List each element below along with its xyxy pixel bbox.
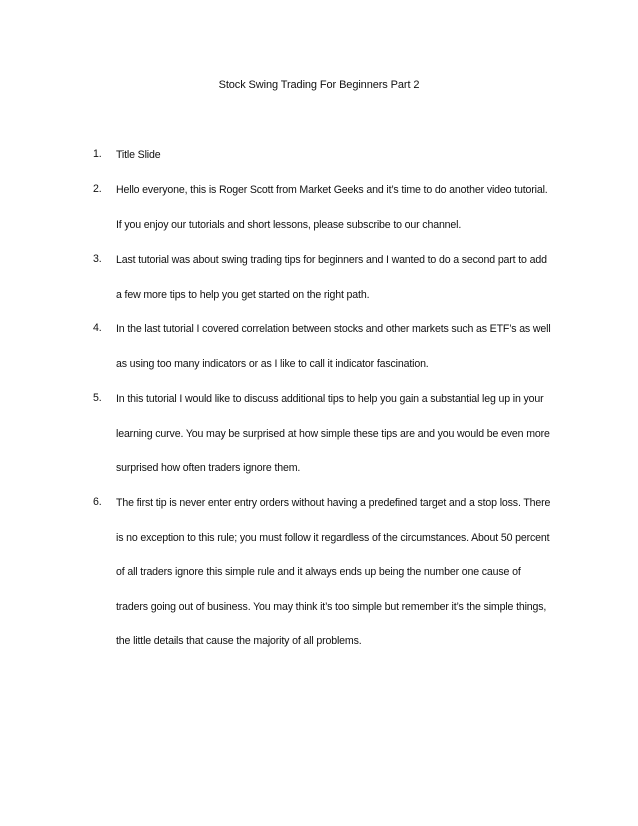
list-item-text xyxy=(116,392,576,496)
list-item-line: In this tutorial I would like to discuss additional tips to help you gain a substantial leg up in your xyxy=(116,393,544,405)
list-item-line: learning curve. You may be surprised at how simple these tips are and you would be even more xyxy=(116,427,550,440)
list-item-line: of all traders ignore this simple rule and it always ends up being the number one cause of xyxy=(116,566,521,579)
list-item-line: The first tip is never enter entry orders without having a predefined target and a stop loss. There xyxy=(116,497,551,509)
list-item-line: In the last tutorial I covered correlation between stocks and other markets such as ETF’s as well xyxy=(116,323,551,335)
list-item-line: surprised how often traders ignore them. xyxy=(116,462,301,475)
list-item-line: as using too many indicators or as I like to call it indicator fascination. xyxy=(116,357,429,370)
list-item-number: 2. xyxy=(93,183,102,195)
list-item-line: a few more tips to help you get started on the right path. xyxy=(116,288,370,301)
list-item-number: 6. xyxy=(93,496,102,508)
list-item-line: Last tutorial was about swing trading tips for beginners and I wanted to do a second part to add xyxy=(116,254,547,266)
list-item-number: 1. xyxy=(93,148,102,160)
list-item-text xyxy=(116,253,576,322)
list-item-line: traders going out of business. You may think it’s too simple but remember it’s the simple things, xyxy=(116,600,547,613)
list-item-line: Title Slide xyxy=(116,149,161,161)
document-title: Stock Swing Trading For Beginners Part 2 xyxy=(218,79,420,91)
list-item-line: is no exception to this rule; you must follow it regardless of the circumstances. About 50 percent xyxy=(116,531,550,544)
list-item-text xyxy=(116,496,576,669)
list-item-text xyxy=(116,148,576,183)
list-item-line: the little details that cause the majority of all problems. xyxy=(116,635,362,648)
list-item-text xyxy=(116,183,576,252)
list-item-number: 4. xyxy=(93,322,102,334)
list-item-line: If you enjoy our tutorials and short lessons, please subscribe to our channel. xyxy=(116,218,462,231)
list-item-number: 3. xyxy=(93,253,102,265)
list-item-number: 5. xyxy=(93,392,102,404)
list-item-text xyxy=(116,322,576,391)
list-item-line: Hello everyone, this is Roger Scott from Market Geeks and it’s time to do another video tutorial. xyxy=(116,184,548,196)
